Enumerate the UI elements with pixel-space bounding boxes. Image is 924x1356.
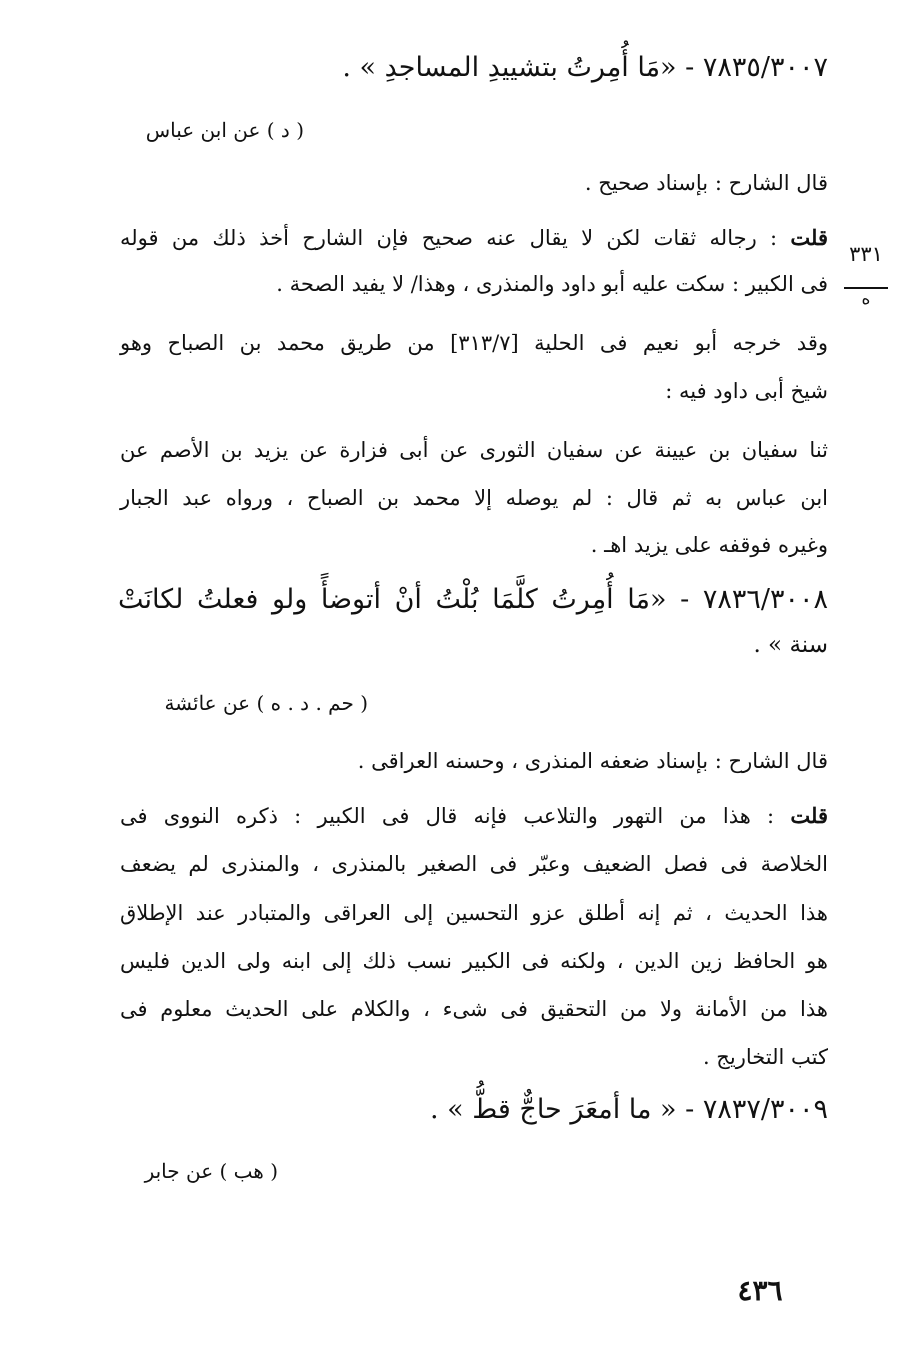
- hadith-7836-qultu-line-2: الخلاصة فى فصل الضعيف وعبّر فى الصغير بالمنذرى ، والمنذرى لم يضعف: [120, 852, 828, 876]
- hadith-7837: ٧٨٣٧/٣٠٠٩ - « ما أمعَرَ حاجٌّ قطُّ » .: [430, 1094, 828, 1125]
- hadith-7835-sharih: قال الشارح : بإسناد صحيح .: [584, 171, 828, 195]
- qultu-keyword: قلت: [790, 803, 828, 828]
- hadith-7835-qultu-line-1: قلت : رجاله ثقات لكن لا يقال عنه صحيح فإن الشارح أخذ ذلك من قوله: [120, 225, 828, 250]
- hadith-7835: ٧٨٣٥/٣٠٠٧ - «مَا أُمِرتُ بتشييدِ المساجدِ » .: [342, 52, 828, 83]
- page-number: ٤٣٦: [737, 1274, 783, 1307]
- hadith-7836-qultu-line-4: هو الحافظ زين الدين ، ولكنه فى الكبير نسب ذلك إلى ابنه ولى الدين فليس: [120, 949, 828, 973]
- hadith-7835-source: ( د ) عن ابن عباس: [145, 118, 304, 142]
- qultu-keyword: قلت: [790, 225, 828, 250]
- hadith-7836-line-2: سنة » .: [753, 632, 828, 658]
- hadith-7837-source: ( هب ) عن جابر: [144, 1159, 278, 1183]
- margin-page-sub: ه: [861, 289, 871, 309]
- hadith-7835-isnad-line-1: ثنا سفيان بن عيينة عن سفيان الثورى عن أبى فزارة عن يزيد بن الأصم عن: [120, 438, 828, 462]
- margin-page-ref: ٣٣١: [849, 242, 883, 266]
- hadith-7836-qultu-line-5: هذا من الأمانة ولا من التحقيق فى شىء ، والكلام على الحديث معلوم فى: [120, 997, 828, 1021]
- hadith-7836-qultu-line-6: كتب التخاريج .: [702, 1045, 828, 1069]
- hadith-7835-note-line-1: وقد خرجه أبو نعيم فى الحلية [٣١٣/٧] من طريق محمد بن الصباح وهو: [120, 331, 828, 355]
- hadith-7835-qultu-line-2: فى الكبير : سكت عليه أبو داود والمنذرى ، وهذا/ لا يفيد الصحة .: [276, 272, 828, 296]
- hadith-7835-note-line-2: شيخ أبى داود فيه :: [665, 379, 828, 403]
- hadith-7836-sharih: قال الشارح : بإسناد ضعفه المنذرى ، وحسنه العراقى .: [357, 749, 828, 773]
- hadith-7836-qultu-line-3: هذا الحديث ، ثم إنه أطلق عزو التحسين إلى العراقى والمتبادر عند الإطلاق: [120, 901, 828, 925]
- hadith-7835-isnad-line-2: ابن عباس به ثم قال : لم يوصله إلا محمد بن الصباح ، ورواه عبد الجبار: [120, 486, 828, 510]
- hadith-7836-line-1: ٧٨٣٦/٣٠٠٨ - «مَا أُمِرتُ كلَّمَا بُلْتُ أنْ أتوضأً ولو فعلتُ لكانَتْ: [118, 584, 828, 615]
- hadith-7836-qultu-line-1: قلت : هذا من التهور والتلاعب فإنه قال فى الكبير : ذكره النووى فى: [120, 803, 828, 828]
- hadith-7836-source: ( حم . د . ه ) عن عائشة: [164, 691, 368, 715]
- hadith-7835-isnad-line-3: وغيره فوقفه على يزيد اهـ .: [590, 533, 828, 557]
